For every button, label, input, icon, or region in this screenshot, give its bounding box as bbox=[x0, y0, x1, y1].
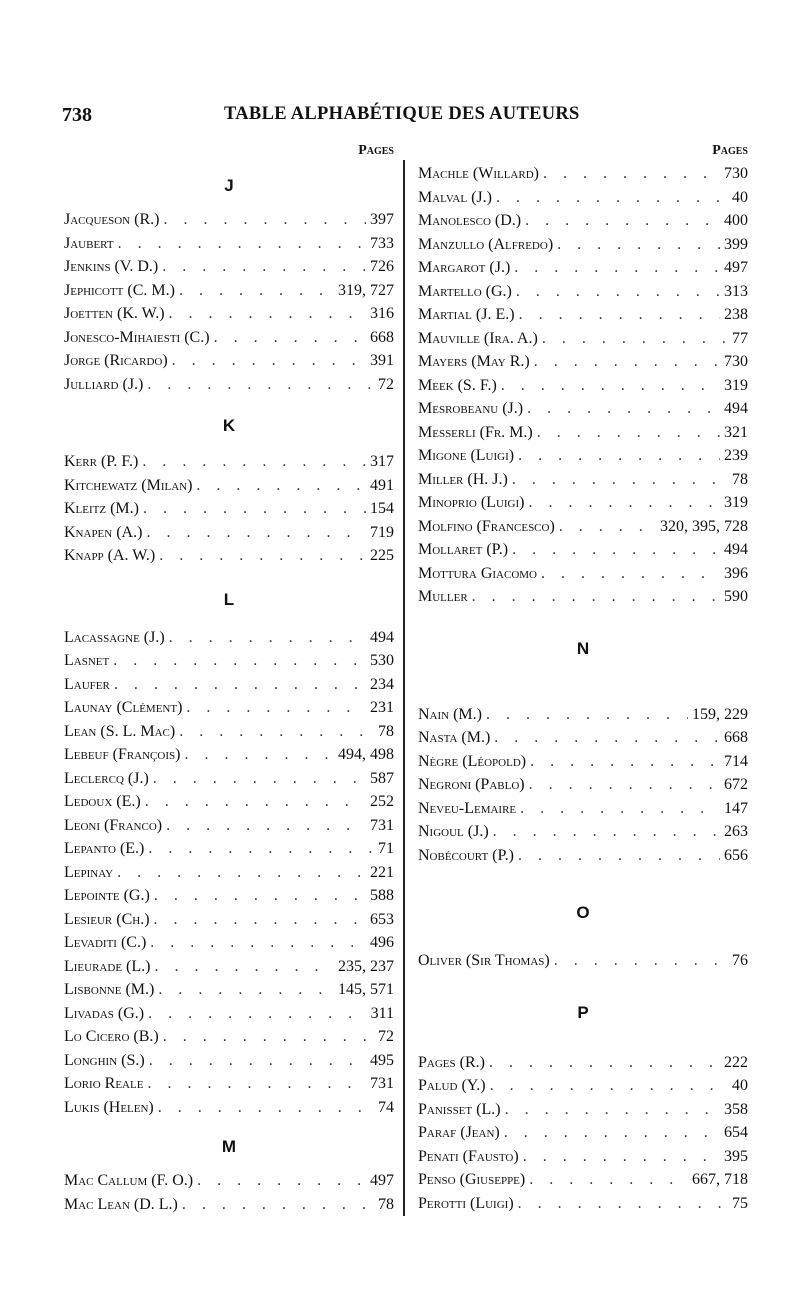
index-entry bbox=[64, 767, 394, 791]
index-entry bbox=[64, 279, 394, 303]
index-entry bbox=[64, 349, 394, 373]
author-name: Penso (Giuseppe) bbox=[418, 1171, 526, 1188]
author-name: Miller (H. J.) bbox=[418, 470, 508, 488]
index-entry bbox=[418, 209, 748, 233]
column-divider bbox=[403, 160, 405, 1216]
author-name: Meek (S. F.) bbox=[418, 376, 497, 394]
author-name: Jacqueson (R.) bbox=[64, 211, 160, 228]
index-entry bbox=[418, 1121, 748, 1145]
index-entry bbox=[418, 397, 748, 421]
dot-leader bbox=[182, 1193, 374, 1217]
dot-leader bbox=[486, 703, 688, 727]
author-name: Palud (Y.) bbox=[418, 1077, 486, 1094]
author-name: Lebeuf (François) bbox=[64, 746, 181, 763]
author-name: Malval (J.) bbox=[418, 188, 492, 206]
index-entry bbox=[418, 1074, 748, 1098]
running-head: TABLE ALPHABÉTIQUE DES AUTEURS bbox=[224, 104, 580, 124]
index-entry bbox=[64, 861, 394, 885]
dot-leader bbox=[163, 1025, 374, 1049]
index-entry bbox=[64, 208, 394, 232]
author-name: Machle (Willard) bbox=[418, 165, 539, 182]
dot-leader bbox=[493, 820, 720, 844]
page-reference: 588 bbox=[370, 887, 394, 904]
author-name: Mac Lean (D. L.) bbox=[64, 1195, 178, 1213]
index-entry bbox=[418, 1168, 748, 1192]
page-reference: 494 bbox=[370, 628, 394, 646]
dot-leader bbox=[179, 279, 334, 303]
pages-column-label: Pages bbox=[358, 143, 394, 158]
index-entry bbox=[64, 814, 394, 838]
index-entry bbox=[64, 908, 394, 932]
page-reference: 494 bbox=[724, 541, 748, 558]
index-entry bbox=[418, 1145, 748, 1169]
dot-leader bbox=[528, 491, 720, 515]
dot-leader bbox=[113, 649, 366, 673]
dot-leader bbox=[505, 1098, 720, 1122]
page-reference: 225 bbox=[370, 547, 394, 564]
index-entry bbox=[64, 884, 394, 908]
page-reference: 726 bbox=[370, 258, 394, 275]
page-reference: 147 bbox=[724, 799, 748, 817]
index-entry bbox=[64, 474, 394, 498]
index-entry bbox=[418, 303, 748, 327]
left-column bbox=[64, 140, 394, 1216]
index-entry bbox=[64, 544, 394, 568]
page-reference: 497 bbox=[724, 259, 748, 276]
dot-leader bbox=[559, 515, 656, 539]
author-name: Knapp (A. W.) bbox=[64, 547, 156, 564]
author-name: Panisset (L.) bbox=[418, 1100, 501, 1118]
dot-leader bbox=[512, 468, 728, 492]
dot-leader bbox=[520, 797, 720, 821]
index-entry bbox=[418, 949, 748, 973]
dot-leader bbox=[514, 256, 720, 280]
author-name: Mollaret (P.) bbox=[418, 541, 509, 558]
dot-leader bbox=[117, 861, 366, 885]
dot-leader bbox=[148, 837, 374, 861]
page-reference: 320, 395, 728 bbox=[660, 517, 748, 535]
author-name: Jonesco-Mihaiesti (C.) bbox=[64, 328, 210, 346]
page-reference: 78 bbox=[378, 722, 394, 740]
index-entry bbox=[418, 374, 748, 398]
page-reference: 491 bbox=[370, 476, 394, 494]
dot-leader bbox=[148, 1002, 366, 1026]
author-name: Lepointe (G.) bbox=[64, 887, 150, 904]
author-name: Mesrobeanu (J.) bbox=[418, 400, 524, 417]
dot-leader bbox=[523, 1145, 720, 1169]
dot-leader bbox=[163, 208, 366, 232]
author-name: Jenkins (V. D.) bbox=[64, 258, 159, 275]
author-name: Nègre (Léopold) bbox=[418, 752, 527, 770]
author-name: Migone (Luigi) bbox=[418, 447, 515, 464]
index-entry bbox=[418, 162, 748, 186]
index-entry bbox=[418, 327, 748, 351]
page-reference: 238 bbox=[724, 306, 748, 323]
page-reference: 672 bbox=[724, 776, 748, 793]
dot-leader bbox=[542, 327, 728, 351]
page-reference: 731 bbox=[370, 816, 394, 834]
author-name: Kerr (P. F.) bbox=[64, 453, 139, 470]
dot-leader bbox=[197, 1169, 366, 1193]
author-name: Perotti (Luigi) bbox=[418, 1194, 514, 1212]
page-reference: 235, 237 bbox=[338, 957, 394, 975]
dot-leader bbox=[534, 350, 720, 374]
author-name: Minoprio (Luigi) bbox=[418, 494, 525, 511]
dot-leader bbox=[154, 908, 366, 932]
page-reference: 400 bbox=[724, 212, 748, 229]
dot-leader bbox=[504, 1121, 720, 1145]
index-entry bbox=[64, 1049, 394, 1073]
page-reference: 730 bbox=[724, 165, 748, 182]
dot-leader bbox=[496, 186, 728, 210]
dot-leader bbox=[143, 497, 366, 521]
author-name: Pages (R.) bbox=[418, 1053, 485, 1071]
index-entry bbox=[64, 978, 394, 1002]
page-reference: 358 bbox=[724, 1100, 748, 1118]
page-reference: 319 bbox=[724, 376, 748, 394]
index-entry bbox=[418, 750, 748, 774]
page-reference: 317 bbox=[370, 453, 394, 470]
dot-leader bbox=[519, 303, 720, 327]
page-reference: 40 bbox=[732, 188, 748, 206]
index-entry bbox=[418, 726, 748, 750]
dot-leader bbox=[537, 421, 720, 445]
index-entry bbox=[64, 743, 394, 767]
index-entry bbox=[64, 232, 394, 256]
author-name: Lo Cicero (B.) bbox=[64, 1028, 159, 1045]
dot-leader bbox=[158, 1096, 374, 1120]
section-letter: J bbox=[224, 176, 234, 195]
dot-leader bbox=[490, 1074, 728, 1098]
dot-leader bbox=[146, 521, 366, 545]
right-column bbox=[418, 140, 748, 1215]
author-name: Nain (M.) bbox=[418, 705, 482, 723]
index-entry bbox=[64, 696, 394, 720]
index-entry bbox=[418, 421, 748, 445]
author-name: Nasta (M.) bbox=[418, 729, 491, 746]
page-reference: 668 bbox=[724, 729, 748, 746]
page-reference: 496 bbox=[370, 934, 394, 951]
author-name: Joetten (K. W.) bbox=[64, 305, 165, 322]
author-name: Margarot (J.) bbox=[418, 259, 511, 276]
page-reference: 731 bbox=[370, 1075, 394, 1092]
page-reference: 497 bbox=[370, 1172, 394, 1189]
author-name: Nigoul (J.) bbox=[418, 823, 489, 840]
author-name: Nobécourt (P.) bbox=[418, 846, 514, 864]
index-entry bbox=[64, 1193, 394, 1217]
dot-leader bbox=[147, 373, 374, 397]
page-reference: 719 bbox=[370, 523, 394, 541]
page-reference: 239 bbox=[724, 447, 748, 464]
index-entry bbox=[418, 350, 748, 374]
index-entry bbox=[418, 186, 748, 210]
author-name: Muller bbox=[418, 588, 468, 605]
dot-leader bbox=[154, 955, 334, 979]
pages-column-label: Pages bbox=[712, 143, 748, 158]
author-name: Levaditi (C.) bbox=[64, 934, 147, 951]
author-name: Lukis (Helen) bbox=[64, 1098, 154, 1116]
author-name: Lean (S. L. Mac) bbox=[64, 722, 176, 740]
page-reference: 222 bbox=[724, 1053, 748, 1071]
dot-leader bbox=[114, 673, 366, 697]
page-reference: 313 bbox=[724, 282, 748, 300]
index-entry bbox=[64, 931, 394, 955]
author-name: Mauville (Ira. A.) bbox=[418, 329, 538, 347]
section-letter: N bbox=[576, 638, 590, 658]
dot-leader bbox=[516, 280, 720, 304]
dot-leader bbox=[472, 585, 720, 609]
author-name: Launay (Clément) bbox=[64, 699, 183, 716]
dot-leader bbox=[159, 544, 366, 568]
author-name: Mayers (May R.) bbox=[418, 353, 530, 370]
page-reference: 76 bbox=[732, 952, 748, 969]
index-entry bbox=[64, 649, 394, 673]
page-reference: 733 bbox=[370, 234, 394, 252]
page-reference: 234 bbox=[370, 675, 394, 693]
dot-leader bbox=[554, 949, 728, 973]
page-reference: 714 bbox=[724, 752, 748, 770]
author-name: Negroni (Pablo) bbox=[418, 776, 525, 793]
page-number: 738 bbox=[62, 104, 92, 126]
index-entry bbox=[418, 562, 748, 586]
page-reference: 319, 727 bbox=[338, 281, 394, 299]
author-name: Neveu-Lemaire bbox=[418, 799, 517, 817]
page-reference: 395 bbox=[724, 1147, 748, 1165]
index-entry bbox=[418, 233, 748, 257]
index-entry bbox=[418, 491, 748, 515]
dot-leader bbox=[494, 726, 720, 750]
page-reference: 72 bbox=[378, 1028, 394, 1045]
dot-leader bbox=[527, 397, 720, 421]
index-entry bbox=[64, 450, 394, 474]
author-name: Martial (J. E.) bbox=[418, 306, 515, 323]
dot-leader bbox=[145, 790, 366, 814]
author-name: Kitchewatz (Milan) bbox=[64, 476, 193, 494]
page-reference: 263 bbox=[724, 823, 748, 840]
author-name: Messerli (Fr. M.) bbox=[418, 423, 533, 441]
dot-leader bbox=[118, 232, 366, 256]
section-letter: L bbox=[223, 589, 235, 609]
dot-leader bbox=[166, 814, 366, 838]
index-entry bbox=[418, 1098, 748, 1122]
index-entry bbox=[64, 302, 394, 326]
page-reference: 654 bbox=[724, 1124, 748, 1141]
page-reference: 316 bbox=[370, 305, 394, 322]
author-name: Jephicott (C. M.) bbox=[64, 281, 175, 299]
index-entry bbox=[64, 626, 394, 650]
page-reference: 154 bbox=[370, 500, 394, 517]
index-entry bbox=[64, 673, 394, 697]
index-entry bbox=[418, 1192, 748, 1216]
dot-leader bbox=[158, 978, 334, 1002]
dot-leader bbox=[150, 931, 366, 955]
page-reference: 399 bbox=[724, 235, 748, 253]
page-reference: 587 bbox=[370, 769, 394, 787]
page-reference: 396 bbox=[724, 564, 748, 582]
dot-leader bbox=[169, 302, 366, 326]
page-reference: 321 bbox=[724, 423, 748, 441]
author-name: Jorge (Ricardo) bbox=[64, 352, 168, 369]
page-reference: 653 bbox=[370, 910, 394, 928]
author-name: Livadas (G.) bbox=[64, 1004, 145, 1022]
author-name: Mottura Giacomo bbox=[418, 564, 538, 582]
section-letter: K bbox=[222, 416, 236, 435]
index-entry bbox=[418, 797, 748, 821]
author-name: Martello (G.) bbox=[418, 282, 512, 300]
author-name: Paraf (Jean) bbox=[418, 1124, 500, 1141]
dot-leader bbox=[525, 209, 720, 233]
author-name: Julliard (J.) bbox=[64, 375, 144, 393]
index-entry bbox=[418, 280, 748, 304]
dot-leader bbox=[154, 884, 366, 908]
section-letter: O bbox=[576, 903, 590, 922]
index-entry bbox=[64, 255, 394, 279]
page-reference: 656 bbox=[724, 846, 748, 864]
dot-leader bbox=[147, 1072, 366, 1096]
author-name: Penati (Fausto) bbox=[418, 1147, 519, 1165]
index-entry bbox=[64, 1169, 394, 1193]
page-reference: 72 bbox=[378, 375, 394, 393]
page-reference: 667, 718 bbox=[692, 1171, 748, 1188]
page-reference: 78 bbox=[378, 1195, 394, 1213]
index-entry bbox=[64, 1072, 394, 1096]
page-reference: 590 bbox=[724, 588, 748, 605]
index-entry bbox=[418, 256, 748, 280]
dot-leader bbox=[184, 743, 334, 767]
index-entry bbox=[418, 468, 748, 492]
author-name: Manzullo (Alfredo) bbox=[418, 235, 554, 253]
author-name: Lesieur (Ch.) bbox=[64, 910, 150, 928]
page-reference: 397 bbox=[370, 211, 394, 228]
author-name: Lepinay bbox=[64, 863, 114, 881]
page-reference: 494 bbox=[724, 400, 748, 417]
index-entry bbox=[64, 955, 394, 979]
author-name: Molfino (Francesco) bbox=[418, 517, 555, 535]
dot-leader bbox=[169, 626, 366, 650]
author-name: Lasnet bbox=[64, 652, 110, 669]
dot-leader bbox=[153, 767, 366, 791]
author-name: Longhin (S.) bbox=[64, 1051, 145, 1069]
author-name: Lorio Reale bbox=[64, 1075, 144, 1092]
page-reference: 668 bbox=[370, 328, 394, 346]
page-reference: 159, 229 bbox=[692, 705, 748, 723]
dot-leader bbox=[172, 349, 366, 373]
page-reference: 252 bbox=[370, 793, 394, 810]
dot-leader bbox=[530, 750, 720, 774]
index-entry bbox=[64, 720, 394, 744]
page-reference: 231 bbox=[370, 699, 394, 716]
index-entry bbox=[64, 790, 394, 814]
author-name: Manolesco (D.) bbox=[418, 212, 522, 229]
author-name: Lieurade (L.) bbox=[64, 957, 151, 975]
section-letter: M bbox=[221, 1137, 237, 1156]
index-entry bbox=[64, 837, 394, 861]
index-entry bbox=[418, 773, 748, 797]
author-name: Lisbonne (M.) bbox=[64, 981, 155, 998]
index-entry bbox=[418, 820, 748, 844]
dot-leader bbox=[543, 162, 720, 186]
index-entry bbox=[418, 444, 748, 468]
author-name: Jaubert bbox=[64, 234, 114, 252]
dot-leader bbox=[518, 844, 720, 868]
index-entry bbox=[64, 1002, 394, 1026]
dot-leader bbox=[541, 562, 720, 586]
page-reference: 311 bbox=[370, 1004, 394, 1022]
page-reference: 391 bbox=[370, 352, 394, 369]
author-name: Ledoux (E.) bbox=[64, 793, 141, 810]
page-reference: 77 bbox=[732, 329, 748, 347]
dot-leader bbox=[529, 773, 720, 797]
author-name: Lacassagne (J.) bbox=[64, 628, 165, 646]
index-entry bbox=[418, 585, 748, 609]
dot-leader bbox=[214, 326, 366, 350]
author-name: Kleitz (M.) bbox=[64, 500, 139, 517]
author-name: Leoni (Franco) bbox=[64, 816, 163, 834]
dot-leader bbox=[142, 450, 366, 474]
dot-leader bbox=[489, 1051, 720, 1075]
dot-leader bbox=[529, 1168, 688, 1192]
page-reference: 71 bbox=[378, 840, 394, 857]
dot-leader bbox=[518, 1192, 728, 1216]
index-entry bbox=[64, 326, 394, 350]
dot-leader bbox=[186, 696, 366, 720]
dot-leader bbox=[557, 233, 720, 257]
author-name: Oliver (Sir Thomas) bbox=[418, 952, 550, 969]
index-entry bbox=[418, 515, 748, 539]
index-entry bbox=[64, 497, 394, 521]
page-reference: 730 bbox=[724, 353, 748, 370]
dot-leader bbox=[518, 444, 720, 468]
page-reference: 319 bbox=[724, 494, 748, 511]
index-entry bbox=[64, 373, 394, 397]
index-entry bbox=[418, 703, 748, 727]
author-name: Mac Callum (F. O.) bbox=[64, 1172, 194, 1189]
page-reference: 495 bbox=[370, 1051, 394, 1069]
page-reference: 74 bbox=[378, 1098, 394, 1116]
dot-leader bbox=[179, 720, 374, 744]
author-name: Leclercq (J.) bbox=[64, 769, 149, 787]
index-entry bbox=[418, 538, 748, 562]
index-entry bbox=[64, 1096, 394, 1120]
page-reference: 40 bbox=[732, 1077, 748, 1094]
page-reference: 530 bbox=[370, 652, 394, 669]
page-reference: 494, 498 bbox=[338, 746, 394, 763]
page-reference: 78 bbox=[732, 470, 748, 488]
dot-leader bbox=[149, 1049, 366, 1073]
author-name: Knapen (A.) bbox=[64, 523, 143, 541]
dot-leader bbox=[512, 538, 720, 562]
section-letter: P bbox=[577, 1002, 589, 1022]
dot-leader bbox=[501, 374, 720, 398]
index-entry bbox=[64, 1025, 394, 1049]
index-entry bbox=[418, 1051, 748, 1075]
page-reference: 75 bbox=[732, 1194, 748, 1212]
author-name: Lepanto (E.) bbox=[64, 840, 145, 857]
page-reference: 145, 571 bbox=[338, 981, 394, 998]
index-entry bbox=[418, 844, 748, 868]
index-entry bbox=[64, 521, 394, 545]
dot-leader bbox=[196, 474, 366, 498]
author-name: Laufer bbox=[64, 675, 110, 693]
dot-leader bbox=[162, 255, 366, 279]
page-reference: 221 bbox=[370, 863, 394, 881]
